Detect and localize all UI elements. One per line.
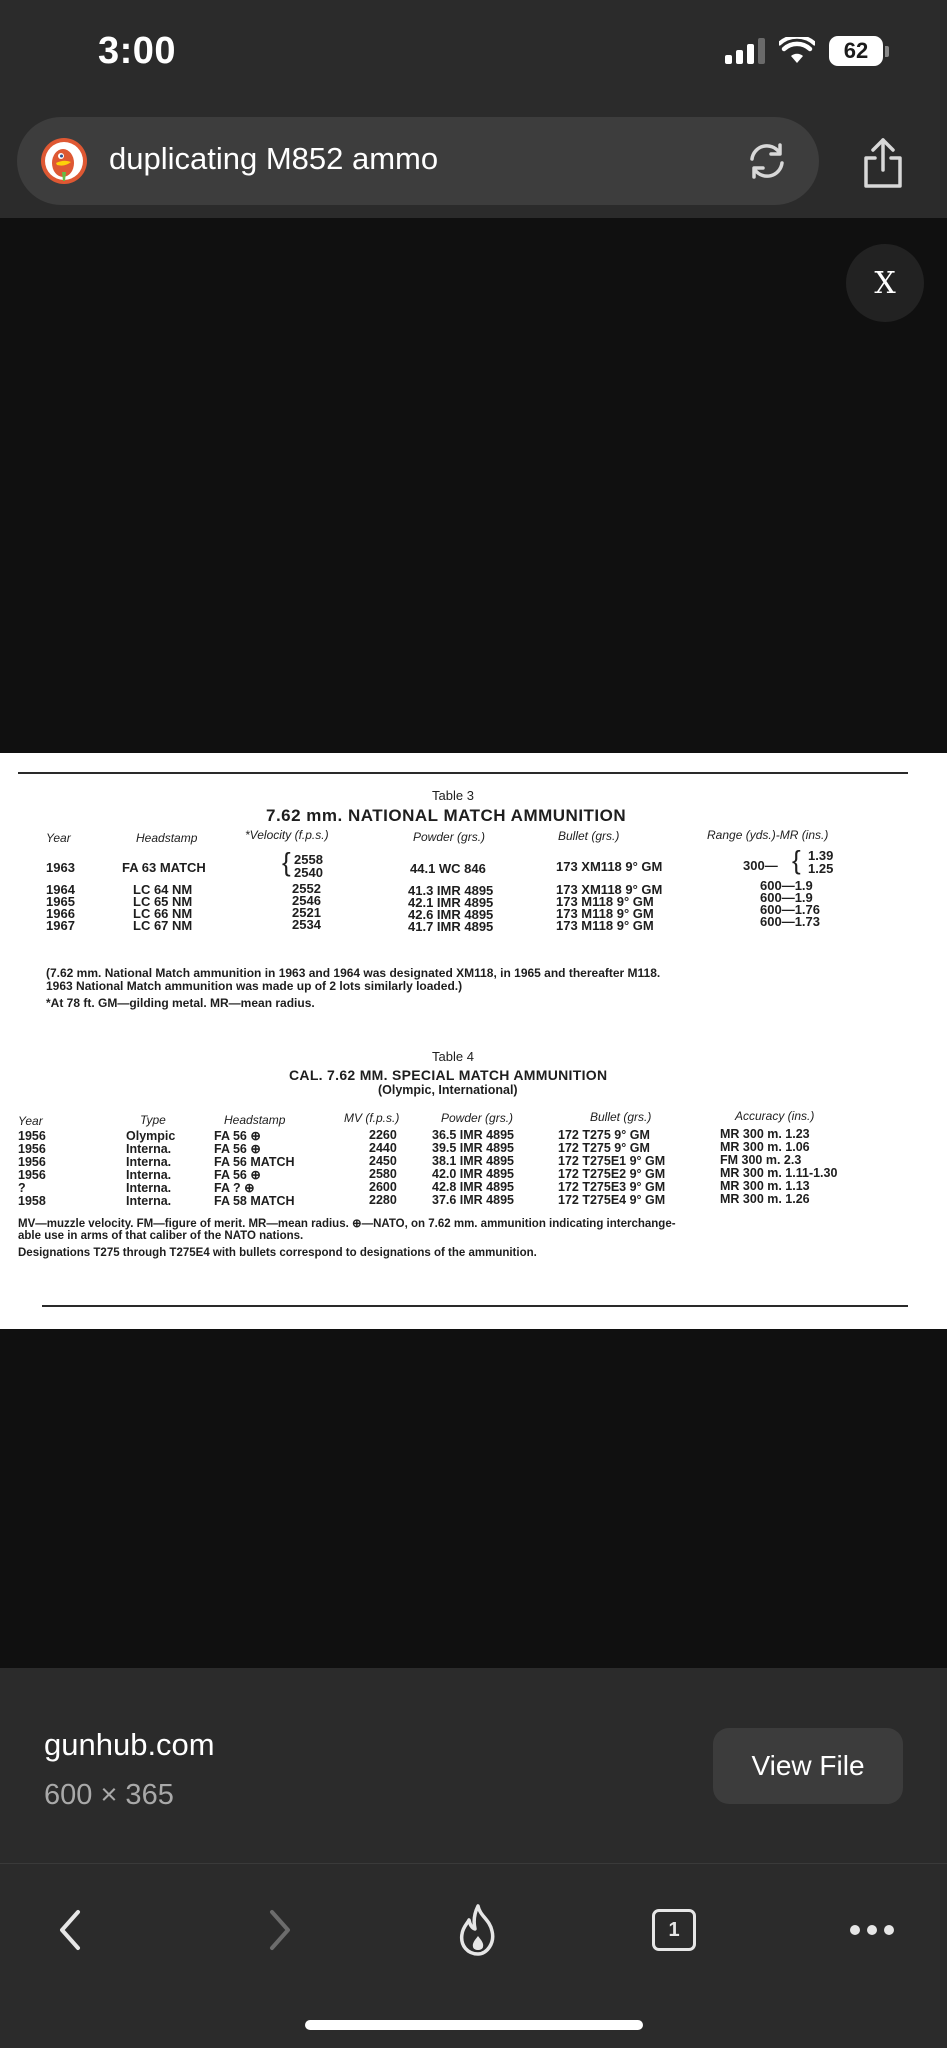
table-cell: 2600 (369, 1180, 397, 1194)
table4-note: MV—muzzle velocity. FM—figure of merit. MR—mean radius. ⊕—NATO, on 7.62 mm. ammunition indicating interchange- (18, 1218, 676, 1230)
table-cell: ? (18, 1181, 26, 1195)
table-cell: 1967 (46, 918, 75, 933)
table-cell: LC 66 NM (133, 906, 193, 921)
table-cell: 2260 (369, 1128, 397, 1142)
table-cell: 173 XM118 9° GM (556, 882, 663, 897)
table4-subheading: (Olympic, International) (378, 1083, 518, 1097)
wifi-icon (779, 37, 815, 65)
address-bar[interactable] (17, 117, 819, 205)
table-cell: 42.6 IMR 4895 (408, 907, 494, 922)
t3-header-year: Year (46, 831, 71, 845)
t4-header-type: Type (140, 1113, 166, 1127)
table4-note: Designations T275 through T275E4 with bullets correspond to designations of the ammunition. (18, 1247, 537, 1259)
t3-header-headstamp: Headstamp (136, 831, 198, 845)
battery-icon (829, 36, 889, 66)
table-cell: 172 T275E3 9° GM (558, 1180, 666, 1194)
table-cell: 172 T275E1 9° GM (558, 1154, 666, 1168)
table-cell: 172 T275 9° GM (558, 1141, 650, 1155)
table-cell: 2440 (369, 1141, 397, 1155)
close-button[interactable]: X (846, 244, 924, 322)
table-cell: 1966 (46, 906, 75, 921)
source-domain[interactable]: gunhub.com (44, 1727, 215, 1762)
status-time: 3:00 (98, 30, 177, 72)
t3-header-range: Range (yds.)-MR (ins.) (707, 828, 829, 842)
menu-button[interactable] (842, 1900, 902, 1960)
table-cell: 2450 (369, 1154, 397, 1168)
scanned-table-image (0, 753, 947, 1329)
table-cell: 42.0 IMR 4895 (432, 1167, 514, 1181)
table-cell: LC 67 NM (133, 918, 193, 933)
table-cell: FA 56 ⊕ (214, 1168, 261, 1182)
table-cell: Interna. (126, 1168, 172, 1182)
brace: { (792, 845, 801, 875)
t3-header-velocity: *Velocity (f.p.s.) (245, 828, 329, 842)
table-cell: MR 300 m. 1.13 (720, 1179, 810, 1193)
t4-header-powder: Powder (grs.) (441, 1111, 514, 1125)
duckduckgo-logo-icon (40, 137, 88, 185)
t4-header-headstamp: Headstamp (224, 1113, 286, 1127)
table3-footnote: *At 78 ft. GM—gilding metal. MR—mean radius. (46, 996, 315, 1010)
table-cell: 173 M118 9° GM (556, 894, 654, 909)
table-cell: 2280 (369, 1193, 397, 1207)
table-cell: 44.1 WC 846 (410, 861, 486, 876)
table-cell: 600—1.9 (760, 890, 813, 905)
table-cell: 600—1.73 (760, 914, 820, 929)
table-cell: 2546 (292, 893, 321, 908)
table-cell: 41.3 IMR 4895 (408, 883, 494, 898)
brace: { (282, 847, 291, 877)
table-cell: MR 300 m. 1.06 (720, 1140, 810, 1154)
table-cell: 1956 (18, 1129, 46, 1143)
tabs-count-icon (652, 1909, 696, 1951)
table-cell: MR 300 m. 1.23 (720, 1127, 810, 1141)
t4-header-accuracy: Accuracy (ins.) (735, 1109, 815, 1123)
table4-heading: CAL. 7.62 MM. SPECIAL MATCH AMMUNITION (289, 1067, 608, 1083)
table3-heading: 7.62 mm. NATIONAL MATCH AMMUNITION (266, 806, 627, 825)
table-cell: 42.1 IMR 4895 (408, 895, 494, 910)
share-icon[interactable] (858, 136, 908, 190)
chevron-left-icon (53, 1908, 87, 1952)
battery-level: 62 (829, 36, 883, 66)
table-cell: Olympic (126, 1129, 176, 1143)
table-cell: 173 M118 9° GM (556, 906, 654, 921)
home-indicator (305, 2020, 643, 2030)
t4-header-mv: MV (f.p.s.) (344, 1111, 400, 1125)
table-cell: LC 64 NM (133, 882, 193, 897)
table3-label: Table 3 (432, 788, 474, 803)
chevron-right-icon (263, 1908, 297, 1952)
table-cell: 1956 (18, 1142, 46, 1156)
table3-note: (7.62 mm. National Match ammunition in 1963 and 1964 was designated XM118, in 1965 and thereafter M118. (46, 966, 661, 980)
table-cell: 2580 (369, 1167, 397, 1181)
status-bar (0, 0, 947, 100)
table-cell: 2534 (292, 917, 321, 932)
table-cell: FA 56 MATCH (214, 1155, 295, 1169)
table-cell: 2558 (294, 852, 323, 867)
table-cell: 2521 (292, 905, 321, 920)
table-cell: Interna. (126, 1155, 172, 1169)
table-cell: LC 65 NM (133, 894, 193, 909)
table-cell: 2540 (294, 865, 323, 880)
refresh-icon[interactable] (743, 137, 791, 185)
tabs-button[interactable] (644, 1900, 704, 1960)
table-cell: MR 300 m. 1.26 (720, 1192, 810, 1206)
table-cell: MR 300 m. 1.11-1.30 (720, 1166, 838, 1180)
table3-note: 1963 National Match ammunition was made up of 2 lots similarly loaded.) (46, 979, 463, 993)
table-cell: 1.25 (808, 861, 834, 876)
table-cell: FA ? ⊕ (214, 1181, 255, 1195)
table-cell: 1956 (18, 1168, 46, 1182)
table-cell: 1956 (18, 1155, 46, 1169)
flame-icon (454, 1903, 502, 1957)
table-cell: Interna. (126, 1194, 172, 1208)
t4-header-bullet: Bullet (grs.) (590, 1110, 652, 1124)
table-cell: 36.5 IMR 4895 (432, 1128, 514, 1142)
table-cell: 41.7 IMR 4895 (408, 919, 494, 934)
table-cell: FA 56 ⊕ (214, 1142, 261, 1156)
table-cell: FA 56 ⊕ (214, 1129, 261, 1143)
table-cell: 172 T275 9° GM (558, 1128, 650, 1142)
table-cell: 172 T275E4 9° GM (558, 1193, 666, 1207)
table-cell: 38.1 IMR 4895 (432, 1154, 514, 1168)
table-cell: 42.8 IMR 4895 (432, 1180, 514, 1194)
image-dimensions: 600 × 365 (44, 1779, 174, 1811)
table4-note: able use in arms of that caliber of the NATO nations. (18, 1230, 304, 1242)
t4-header-year: Year (18, 1114, 43, 1128)
search-query-text[interactable]: duplicating M852 ammo (109, 141, 439, 176)
t3-header-bullet: Bullet (grs.) (558, 829, 620, 843)
table-cell: 173 M118 9° GM (556, 918, 654, 933)
table-cell: 1964 (46, 882, 75, 897)
table-cell: Interna. (126, 1142, 172, 1156)
table-cell: 1965 (46, 894, 75, 909)
table-cell: 1958 (18, 1194, 46, 1208)
view-file-button[interactable]: View File (713, 1728, 903, 1804)
table-cell: 173 XM118 9° GM (556, 859, 663, 874)
back-button[interactable] (40, 1900, 100, 1960)
table-cell: 300— (743, 858, 778, 873)
image-info-panel (0, 1668, 947, 1863)
table-cell: 1963 (46, 860, 75, 875)
table-cell: FA 58 MATCH (214, 1194, 295, 1208)
table-cell: 37.6 IMR 4895 (432, 1193, 514, 1207)
table-cell: 1.39 (808, 848, 834, 863)
more-dots-icon (849, 1924, 895, 1936)
table-cell: FM 300 m. 2.3 (720, 1153, 802, 1167)
table-cell: 2552 (292, 881, 321, 896)
top-chrome (0, 0, 947, 218)
table-cell: Interna. (126, 1181, 172, 1195)
tabs-count: 1 (668, 1918, 680, 1941)
cellular-signal-icon (725, 38, 765, 64)
table-cell: 39.5 IMR 4895 (432, 1141, 514, 1155)
table-cell: 600—1.76 (760, 902, 820, 917)
fire-button[interactable] (448, 1900, 508, 1960)
status-icons (725, 36, 889, 66)
table-cell: FA 63 MATCH (122, 860, 206, 875)
forward-button[interactable] (250, 1900, 310, 1960)
table-cell: 600—1.9 (760, 878, 813, 893)
table4-label: Table 4 (432, 1049, 474, 1064)
t3-header-powder: Powder (grs.) (413, 830, 486, 844)
table-cell: 172 T275E2 9° GM (558, 1167, 666, 1181)
